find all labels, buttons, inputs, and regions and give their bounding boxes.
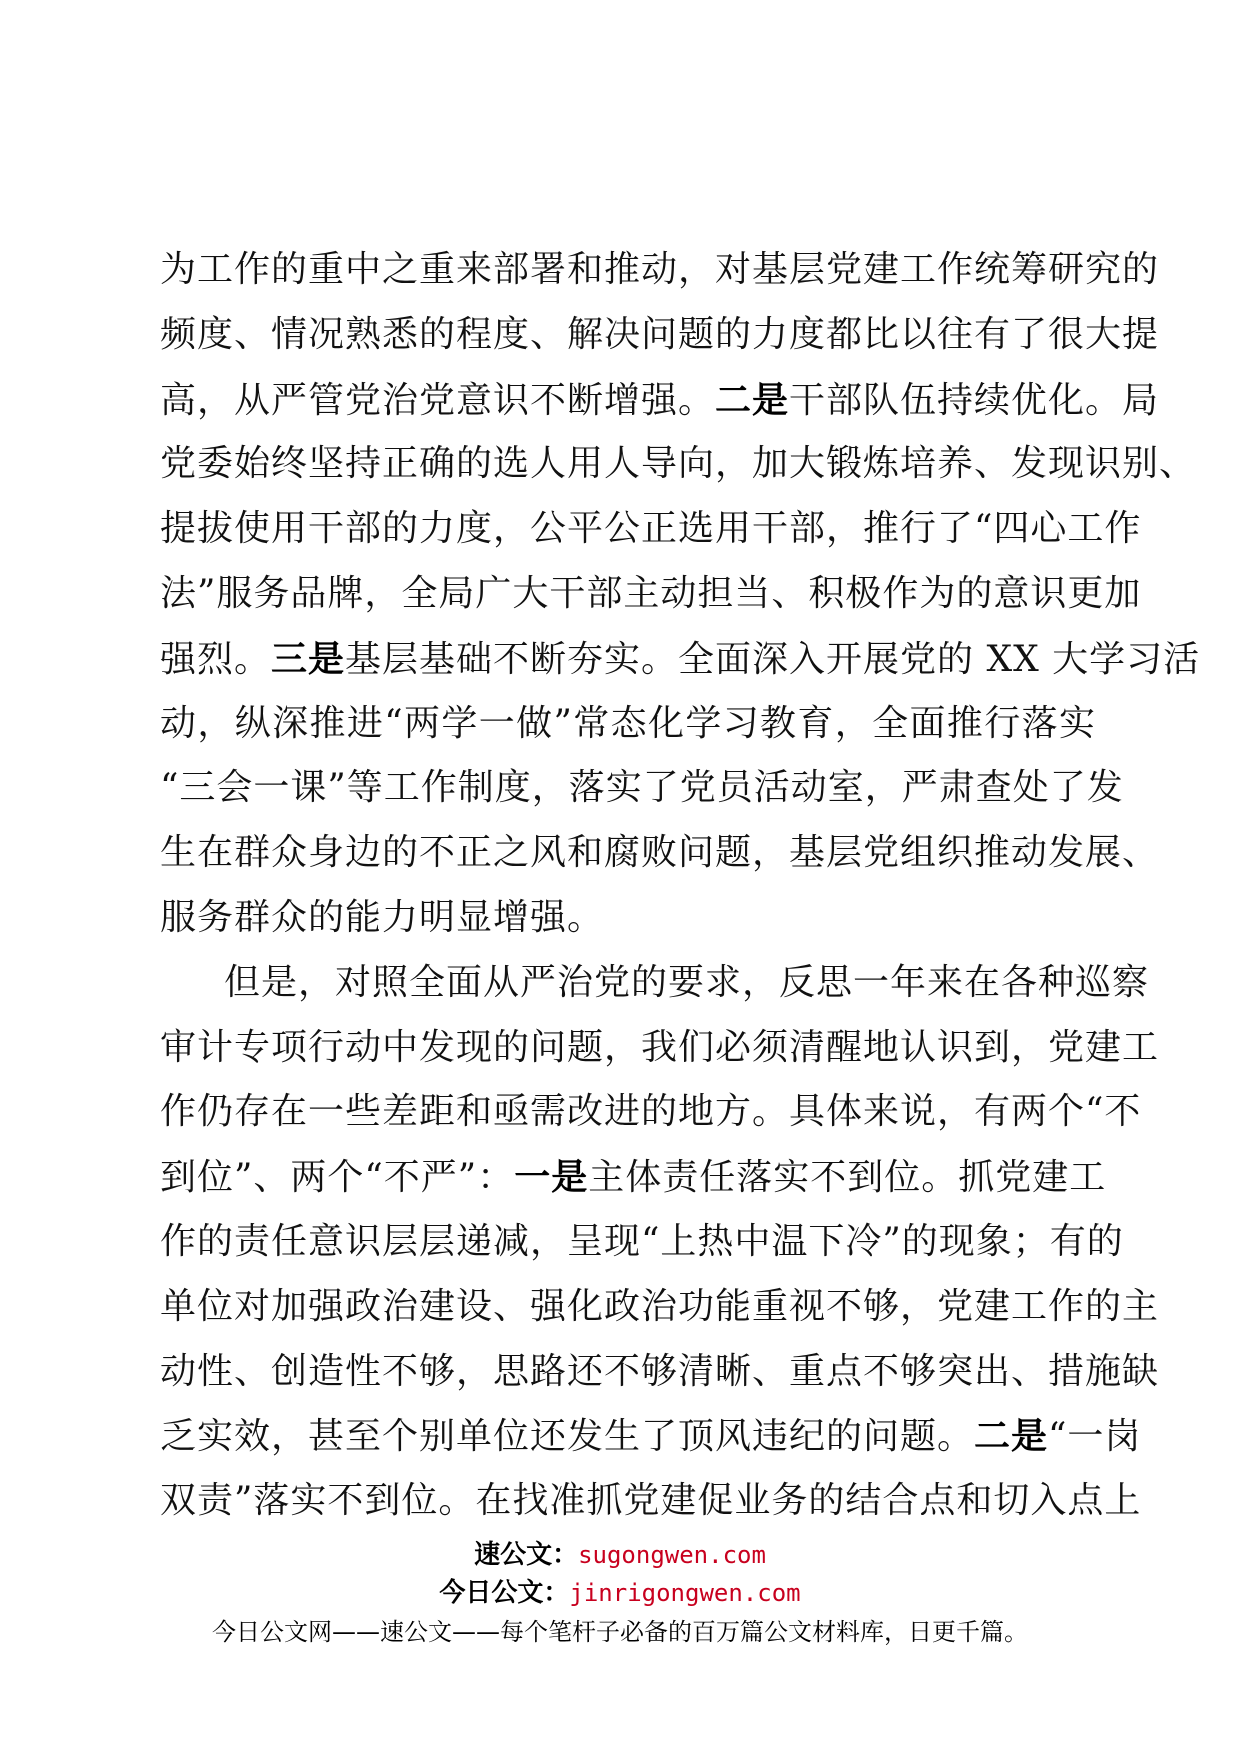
text-line [160,1340,1160,1405]
footer-line-1 [0,1534,1240,1571]
text-line [160,1275,1160,1340]
footer-line-2 [0,1572,1240,1609]
text-segment: 生在群众身边的不正之风和腐败问题，基层党组织推动发展、 [160,832,1160,874]
text-line [160,627,1201,692]
text-line [160,886,1096,951]
text-segment: 法”服务品牌，全局广大干部主动担当、积极作为的意识更加 [160,572,1142,614]
document-body [160,238,1201,1534]
footer-label-1: 速公文： [474,1540,579,1570]
text-segment: “三会一课”等工作制度，落实了党员活动室，严肃查处了发 [160,767,1124,809]
text-line [160,562,1142,627]
text-segment: 审计专项行动中发现的问题，我们必须清醒地认识到，党建工 [160,1026,1160,1068]
text-segment: 主体责任落实不到位。抓党建工 [588,1157,1107,1199]
text-segment: “一岗 [1048,1416,1142,1458]
text-segment: 单位对加强政治建设、强化政治功能重视不够，党建工作的主 [160,1285,1160,1327]
text-segment: 到位”、两个“不严”： [160,1157,515,1199]
text-line [160,1016,1160,1081]
text-line [160,1145,1107,1210]
text-segment: 作的责任意识层层递减，呈现“上热中温下冷”的现象；有的 [160,1220,1124,1262]
text-line [160,368,1160,433]
footer-url-jinrigongwen[interactable]: jinrigongwen.com [569,1579,801,1607]
text-line [160,1210,1124,1275]
text-line [160,1080,1142,1145]
text-line [160,692,1096,757]
text-line [160,951,1150,1016]
text-segment: 为工作的重中之重来部署和推动，对基层党建工作统筹研究的 [160,249,1160,290]
text-segment: 作仍存在一些差距和亟需改进的地方。具体来说，有两个“不 [160,1091,1142,1133]
text-segment: 提拔使用干部的力度，公平公正选用干部，推行了“四心工作 [160,508,1142,550]
footer-url-sugongwen[interactable]: sugongwen.com [578,1541,766,1569]
text-segment: 动性、创造性不够，思路还不够清晰、重点不够突出、措施缺 [160,1350,1160,1392]
text-line [160,821,1160,886]
text-line [160,432,1197,497]
text-segment: 动，纵深推进“两学一做”常态化学习教育，全面推行落实 [160,702,1096,744]
text-segment: 高，从严管党治党意识不断增强。 [160,379,716,421]
text-line [160,303,1160,368]
text-segment: 频度、情况熟悉的程度、解决问题的力度都比以往有了很大提 [160,313,1160,355]
text-line [160,1469,1142,1534]
text-segment: 基层基础不断夯实。全面深入开展党的 XX 大学习活 [345,638,1201,680]
bold-marker: 三是 [271,637,346,680]
text-segment: 乏实效，甚至个别单位还发生了顶风违纪的问题。 [160,1416,975,1458]
text-segment: 党委始终坚持正确的选人用人导向，加大锻炼培养、发现识别、 [160,443,1197,485]
footer-slogan-text: 今日公文网——速公文——每个笔杆子必备的百万篇公文材料库，日更千篇。 [212,1618,1028,1646]
bold-marker: 二是 [974,1415,1049,1458]
footer-label-2: 今日公文： [439,1578,570,1608]
text-line [160,238,1160,303]
bold-marker: 二是 [715,378,790,421]
text-segment: 干部队伍持续优化。局 [789,379,1160,421]
text-line [160,497,1142,562]
text-line [160,756,1124,821]
footer-slogan [0,1612,1240,1647]
text-line [160,1404,1142,1469]
text-segment: 双责”落实不到位。在找准抓党建促业务的结合点和切入点上 [160,1480,1142,1522]
text-segment: 强烈。 [160,638,272,680]
text-segment: 但是，对照全面从严治党的要求，反思一年来在各种巡察 [224,961,1150,1003]
text-segment: 服务群众的能力明显增强。 [160,896,605,938]
bold-marker: 一是 [514,1156,589,1199]
